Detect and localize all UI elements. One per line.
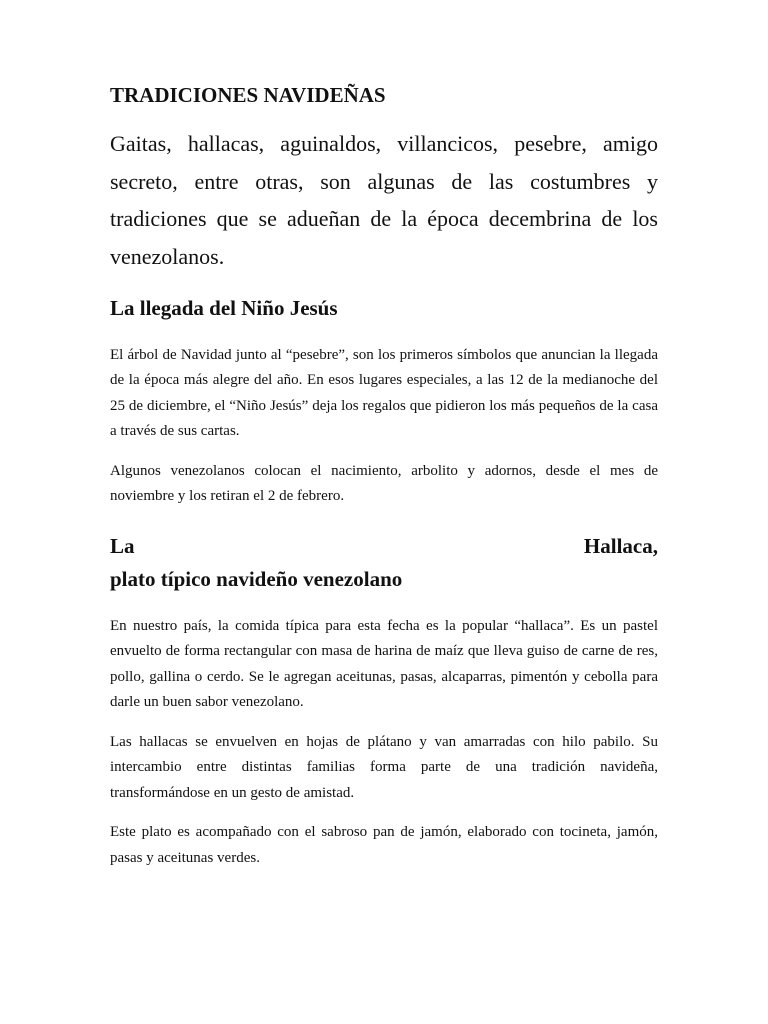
paragraph-comida-tipica: En nuestro país, la comida típica para esta fecha es la popular “hallaca”. Es un pastel envuelto de forma rectangular con masa de harina de maíz que lleva guiso de carne de res, pollo, gallina o cerdo. Se le agregan aceitunas, pasas, alcaparras, pimentón y cebolla para darle un buen sabor venezolano.	[110, 617, 658, 711]
heading-hallaca-left: La	[110, 533, 135, 558]
section-heading-hallaca	[110, 530, 658, 596]
section-heading-nino-jesus: La llegada del Niño Jesús	[110, 296, 338, 321]
heading-hallaca-row	[110, 530, 658, 563]
paragraph-pan-jamon: Este plato es acompañado con el sabroso pan de jamón, elaborado con tocineta, jamón, pasas y aceitunas verdes.	[110, 824, 658, 866]
paragraph-arbol-navidad: El árbol de Navidad junto al “pesebre”, son los primeros símbolos que anuncian la llegada de la época más alegre del año. En esos lugares especiales, a las 12 de la medianoche del 25 de diciembre, el “Niño Jesús” deja los regalos que pidieron los más pequeños de la casa a través de sus cartas.	[110, 346, 658, 440]
paragraph-nacimiento: Algunos venezolanos colocan el nacimiento, arbolito y adornos, desde el mes de noviembre y los retiran el 2 de febrero.	[110, 462, 658, 505]
document-title: TRADICIONES NAVIDEÑAS	[110, 83, 386, 107]
document-page	[110, 82, 658, 885]
paragraph-hojas-platano: Las hallacas se envuelven en hojas de plátano y van amarradas con hilo pabilo. Su intercambio entre distintas familias forma parte de una tradición navideña, transformándose en un gesto de amistad.	[110, 733, 658, 801]
heading-hallaca-right: Hallaca,	[583, 533, 658, 558]
intro-paragraph: Gaitas, hallacas, aguinaldos, villancicos, pesebre, amigo secreto, entre otras, son algunas de las costumbres y tradiciones que se adueñan de la época decembrina de los venezolanos.	[110, 131, 658, 269]
heading-hallaca-subtitle: plato típico navideño venezolano	[110, 566, 403, 591]
